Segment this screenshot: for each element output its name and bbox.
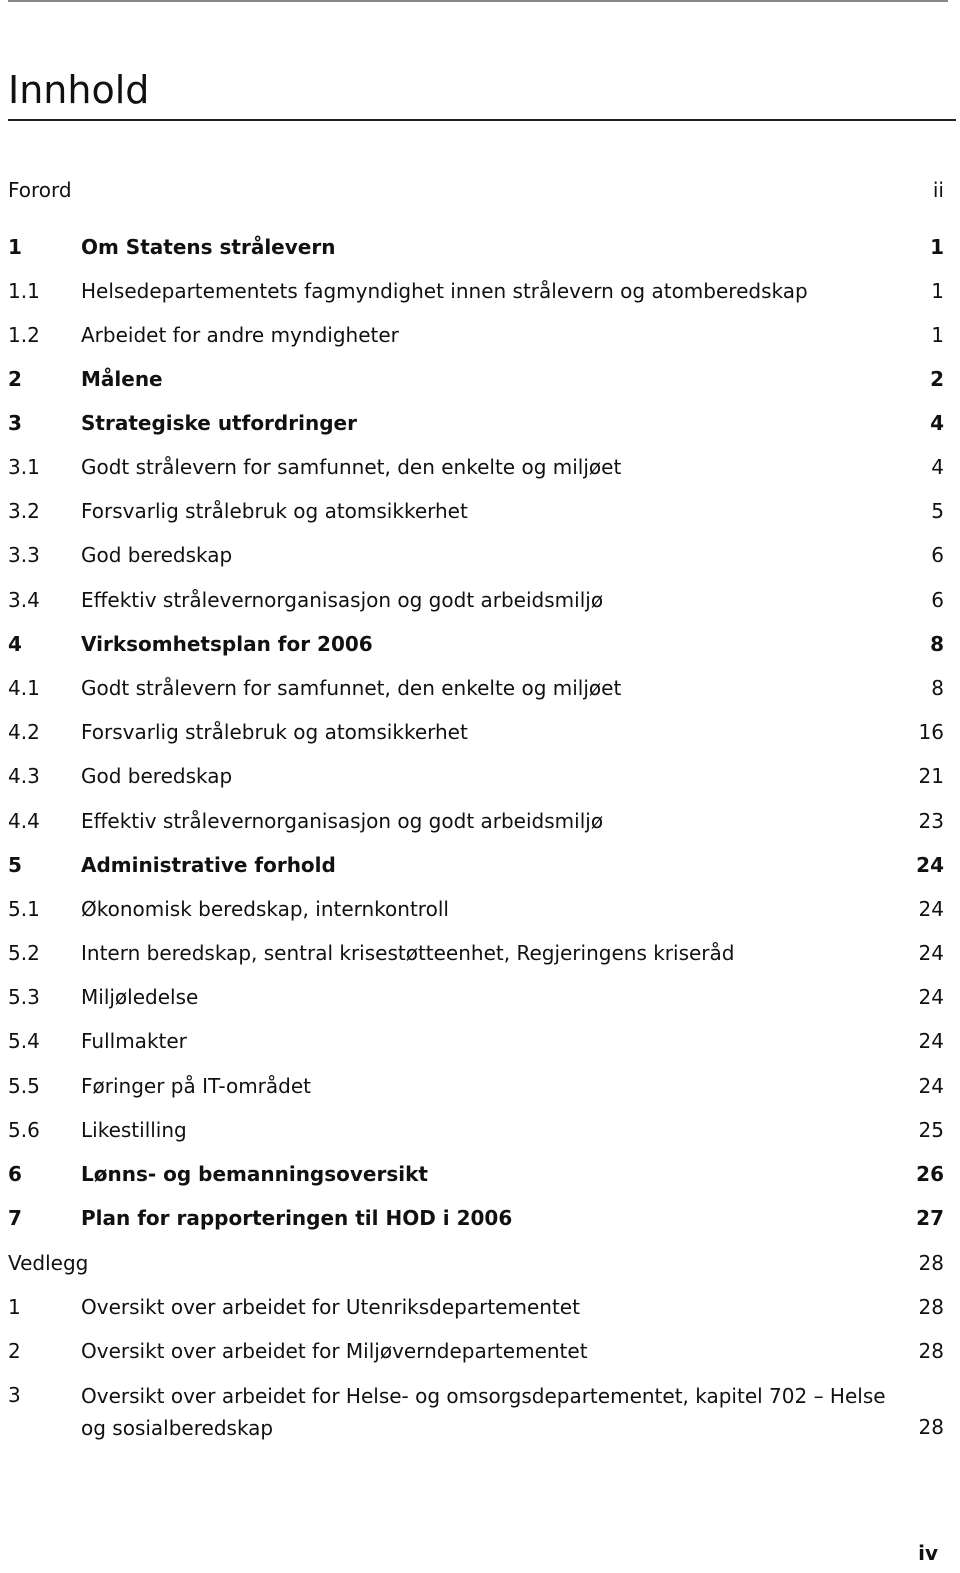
toc-entry-title: Oversikt over arbeidet for Utenriksdepartementet — [81, 1295, 580, 1319]
toc-entry-title: Forsvarlig strålebruk og atomsikkerhet — [81, 499, 468, 523]
toc-entry-number: 5.3 — [8, 985, 40, 1009]
toc-entry-page: 5 — [931, 499, 944, 523]
toc-entry-number: 5.1 — [8, 897, 40, 921]
toc-entry-number: 3.2 — [8, 499, 40, 523]
toc-entry-page: 24 — [918, 941, 944, 965]
toc-entry-number: 1.1 — [8, 279, 40, 303]
toc-entry-number: 4.4 — [8, 809, 40, 833]
toc-entry-title: Godt strålevern for samfunnet, den enkelte og miljøet — [81, 676, 622, 700]
page-title: Innhold — [8, 68, 150, 112]
toc-entry-page: 21 — [918, 764, 944, 788]
toc-entry-title: Administrative forhold — [81, 853, 336, 877]
toc-entry-page: 24 — [918, 1074, 944, 1098]
toc-entry-number: 4.3 — [8, 764, 40, 788]
toc-entry-title: Om Statens strålevern — [81, 235, 336, 259]
toc-entry-page: 6 — [931, 543, 944, 567]
toc-entry-title: God beredskap — [81, 543, 233, 567]
toc-entry-title: Forsvarlig strålebruk og atomsikkerhet — [81, 720, 468, 744]
toc-entry-title: Likestilling — [81, 1118, 187, 1142]
toc-entry-page: 24 — [916, 853, 944, 877]
toc-entry-number: 2 — [8, 367, 22, 391]
toc-entry-title: Helsedepartementets fagmyndighet innen strålevern og atomberedskap — [81, 279, 808, 303]
toc-entry-number: 1 — [8, 235, 22, 259]
toc-entry-number: 3.1 — [8, 455, 40, 479]
toc-entry-title: Strategiske utfordringer — [81, 411, 357, 435]
toc-entry-number: 3.4 — [8, 588, 40, 612]
toc-entry-title: Fullmakter — [81, 1029, 187, 1053]
toc-entry-title: Føringer på IT-området — [81, 1074, 311, 1098]
toc-entry-page: 1 — [931, 279, 944, 303]
toc-entry-title: Virksomhetsplan for 2006 — [81, 632, 373, 656]
toc-entry-page: 24 — [918, 1029, 944, 1053]
toc-entry-page: 16 — [918, 720, 944, 744]
toc-entry-page: 4 — [930, 411, 944, 435]
toc-entry-title: Forord — [8, 178, 72, 202]
toc-entry-page: 28 — [918, 1251, 944, 1275]
toc-entry-page: 28 — [918, 1415, 944, 1439]
toc-entry-page: 1 — [930, 235, 944, 259]
toc-entry-number: 2 — [8, 1339, 21, 1363]
toc-entry-title: Arbeidet for andre myndigheter — [81, 323, 399, 347]
title-divider — [8, 119, 956, 121]
toc-entry-page: 28 — [918, 1339, 944, 1363]
toc-entry-number: 5.6 — [8, 1118, 40, 1142]
toc-entry-page: 28 — [918, 1295, 944, 1319]
toc-entry-page: 1 — [931, 323, 944, 347]
toc-entry-page: 26 — [916, 1162, 944, 1186]
toc-entry-number: 3 — [8, 1383, 21, 1407]
toc-entry-number: 1 — [8, 1295, 21, 1319]
toc-entry-title: Miljøledelse — [81, 985, 199, 1009]
toc-entry-number: 6 — [8, 1162, 22, 1186]
toc-entry-number: 4.2 — [8, 720, 40, 744]
toc-entry-number: 3 — [8, 411, 22, 435]
toc-entry-page: 24 — [918, 897, 944, 921]
toc-entry-page: 4 — [931, 455, 944, 479]
toc-entry-number: 5.2 — [8, 941, 40, 965]
toc-entry-number: 1.2 — [8, 323, 40, 347]
toc-entry-title: Oversikt over arbeidet for Helse- og omsorgsdepartementet, kapitel 702 – Helse og sosialberedskap — [81, 1384, 886, 1440]
toc-entry-title: Effektiv strålevernorganisasjon og godt arbeidsmiljø — [81, 809, 604, 833]
page-number: iv — [918, 1541, 938, 1565]
toc-entry-page: 25 — [918, 1118, 944, 1142]
toc-entry-page: 2 — [930, 367, 944, 391]
toc-entry-title: Oversikt over arbeidet for Miljøverndepartementet — [81, 1339, 588, 1363]
top-rule — [8, 0, 948, 2]
toc-entry-title: Godt strålevern for samfunnet, den enkelte og miljøet — [81, 455, 622, 479]
toc-entry-title: Målene — [81, 367, 163, 391]
toc-entry-number: 4.1 — [8, 676, 40, 700]
toc-entry-title: Plan for rapporteringen til HOD i 2006 — [81, 1206, 513, 1230]
toc-entry-title: God beredskap — [81, 764, 233, 788]
toc-entry-title: Vedlegg — [8, 1251, 89, 1275]
toc-entry-number: 3.3 — [8, 543, 40, 567]
toc-entry-page: 6 — [931, 588, 944, 612]
toc-entry-page: 27 — [916, 1206, 944, 1230]
toc-entry-title: Intern beredskap, sentral krisestøtteenhet, Regjeringens kriseråd — [81, 941, 735, 965]
toc-entry-page: ii — [932, 178, 944, 202]
toc-entry-number: 4 — [8, 632, 22, 656]
toc-entry-number: 5.4 — [8, 1029, 40, 1053]
toc-entry-page: 23 — [918, 809, 944, 833]
toc-entry-title: Lønns- og bemanningsoversikt — [81, 1162, 428, 1186]
toc-entry-page: 8 — [931, 676, 944, 700]
toc-entry-number: 7 — [8, 1206, 22, 1230]
toc-entry-page: 8 — [930, 632, 944, 656]
toc-entry-page: 24 — [918, 985, 944, 1009]
toc-entry-title: Økonomisk beredskap, internkontroll — [81, 897, 449, 921]
toc-entry-title: Effektiv strålevernorganisasjon og godt arbeidsmiljø — [81, 588, 604, 612]
toc-entry-number: 5.5 — [8, 1074, 40, 1098]
toc-entry-number: 5 — [8, 853, 22, 877]
